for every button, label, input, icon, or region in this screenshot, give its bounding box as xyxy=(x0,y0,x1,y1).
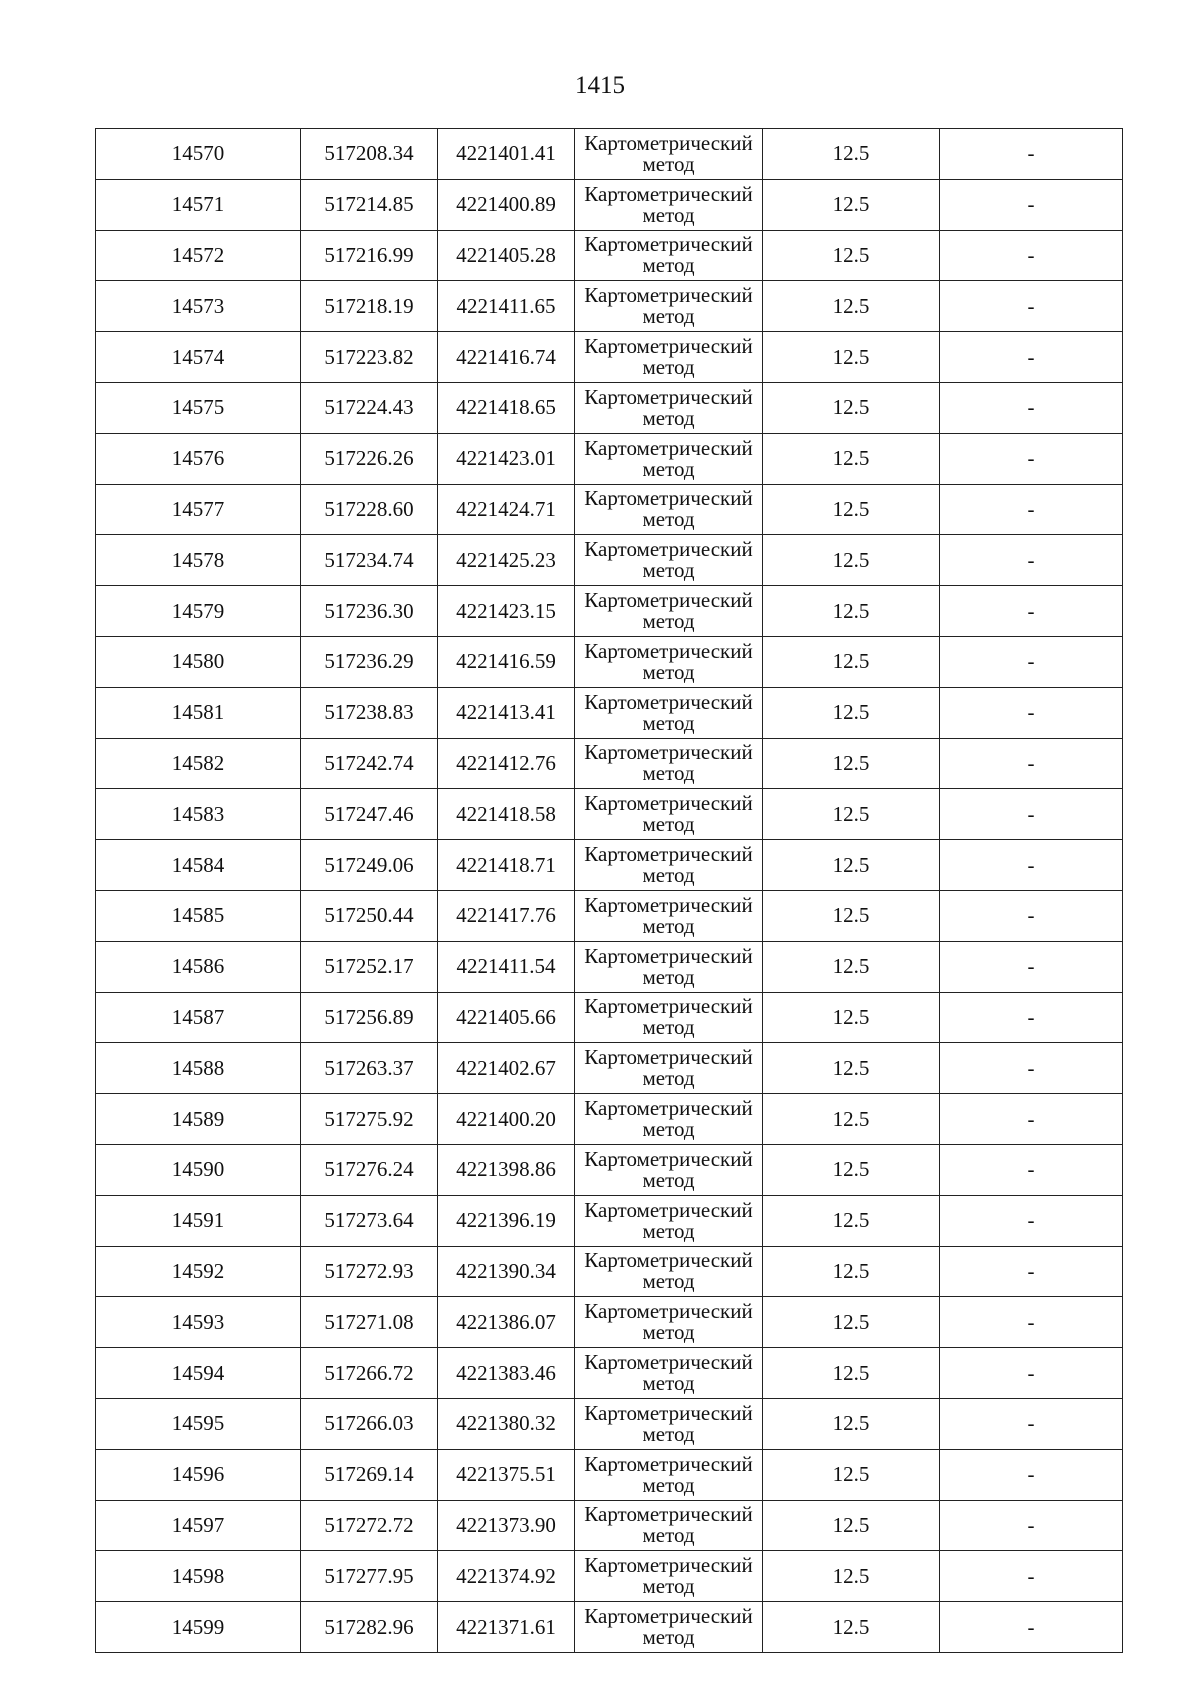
table-row xyxy=(96,1398,1123,1449)
y-coordinate-cell: 4221373.90 xyxy=(438,1500,575,1551)
method-line-2: метод xyxy=(642,1015,695,1040)
point-id-cell: 14593 xyxy=(96,1297,301,1348)
x-coordinate-cell: 517266.03 xyxy=(301,1398,438,1449)
method-line-1: Картометрический xyxy=(584,689,753,714)
table-row xyxy=(96,1043,1123,1094)
x-coordinate-cell: 517273.64 xyxy=(301,1195,438,1246)
y-coordinate-cell: 4221400.20 xyxy=(438,1094,575,1145)
y-coordinate-cell: 4221374.92 xyxy=(438,1551,575,1602)
table-row xyxy=(96,1500,1123,1551)
accuracy-cell: 12.5 xyxy=(763,1043,940,1094)
note-cell: - xyxy=(940,1398,1123,1449)
note-cell: - xyxy=(940,687,1123,738)
point-id-cell: 14587 xyxy=(96,992,301,1043)
point-id-cell: 14570 xyxy=(96,129,301,180)
method-cell xyxy=(575,1094,763,1145)
table-row xyxy=(96,687,1123,738)
y-coordinate-cell: 4221386.07 xyxy=(438,1297,575,1348)
x-coordinate-cell: 517236.30 xyxy=(301,586,438,637)
method-line-2: метод xyxy=(642,964,695,989)
table-row xyxy=(96,1144,1123,1195)
method-line-2: метод xyxy=(642,812,695,837)
method-cell xyxy=(575,738,763,789)
table-row xyxy=(96,1195,1123,1246)
method-cell xyxy=(575,586,763,637)
method-line-1: Картометрический xyxy=(584,1146,753,1171)
x-coordinate-cell: 517218.19 xyxy=(301,281,438,332)
accuracy-cell: 12.5 xyxy=(763,1449,940,1500)
table-row xyxy=(96,992,1123,1043)
note-cell: - xyxy=(940,332,1123,383)
x-coordinate-cell: 517266.72 xyxy=(301,1348,438,1399)
table-row xyxy=(96,484,1123,535)
note-cell: - xyxy=(940,179,1123,230)
method-cell xyxy=(575,890,763,941)
accuracy-cell: 12.5 xyxy=(763,687,940,738)
method-cell xyxy=(575,1500,763,1551)
point-id-cell: 14576 xyxy=(96,433,301,484)
point-id-cell: 14594 xyxy=(96,1348,301,1399)
method-cell xyxy=(575,230,763,281)
point-id-cell: 14590 xyxy=(96,1144,301,1195)
accuracy-cell: 12.5 xyxy=(763,636,940,687)
method-line-1: Картометрический xyxy=(584,892,753,917)
point-id-cell: 14596 xyxy=(96,1449,301,1500)
note-cell: - xyxy=(940,1195,1123,1246)
method-line-2: метод xyxy=(642,1320,695,1345)
point-id-cell: 14599 xyxy=(96,1602,301,1653)
method-line-1: Картометрический xyxy=(584,1299,753,1324)
method-line-1: Картометрический xyxy=(584,232,753,257)
method-line-2: метод xyxy=(642,1625,695,1649)
method-line-2: метод xyxy=(642,151,695,176)
accuracy-cell: 12.5 xyxy=(763,738,940,789)
accuracy-cell: 12.5 xyxy=(763,1246,940,1297)
accuracy-cell: 12.5 xyxy=(763,332,940,383)
x-coordinate-cell: 517216.99 xyxy=(301,230,438,281)
method-line-1: Картометрический xyxy=(584,842,753,867)
method-line-2: метод xyxy=(642,863,695,888)
method-line-1: Картометрический xyxy=(584,1096,753,1121)
accuracy-cell: 12.5 xyxy=(763,179,940,230)
accuracy-cell: 12.5 xyxy=(763,840,940,891)
method-line-2: метод xyxy=(642,913,695,938)
x-coordinate-cell: 517214.85 xyxy=(301,179,438,230)
x-coordinate-cell: 517272.93 xyxy=(301,1246,438,1297)
method-cell xyxy=(575,129,763,180)
accuracy-cell: 12.5 xyxy=(763,129,940,180)
note-cell: - xyxy=(940,535,1123,586)
method-line-1: Картометрический xyxy=(584,435,753,460)
x-coordinate-cell: 517277.95 xyxy=(301,1551,438,1602)
accuracy-cell: 12.5 xyxy=(763,586,940,637)
method-cell xyxy=(575,179,763,230)
note-cell: - xyxy=(940,1043,1123,1094)
table-row xyxy=(96,890,1123,941)
y-coordinate-cell: 4221416.74 xyxy=(438,332,575,383)
x-coordinate-cell: 517282.96 xyxy=(301,1602,438,1653)
y-coordinate-cell: 4221417.76 xyxy=(438,890,575,941)
y-coordinate-cell: 4221398.86 xyxy=(438,1144,575,1195)
method-line-1: Картометрический xyxy=(584,181,753,206)
x-coordinate-cell: 517249.06 xyxy=(301,840,438,891)
y-coordinate-cell: 4221405.28 xyxy=(438,230,575,281)
x-coordinate-cell: 517271.08 xyxy=(301,1297,438,1348)
note-cell: - xyxy=(940,738,1123,789)
method-line-2: метод xyxy=(642,456,695,481)
method-line-1: Картометрический xyxy=(584,1604,753,1628)
page-number: 1415 xyxy=(575,72,625,99)
note-cell: - xyxy=(940,840,1123,891)
method-line-1: Картометрический xyxy=(584,1045,753,1070)
accuracy-cell: 12.5 xyxy=(763,230,940,281)
accuracy-cell: 12.5 xyxy=(763,1094,940,1145)
y-coordinate-cell: 4221418.58 xyxy=(438,789,575,840)
method-line-2: метод xyxy=(642,253,695,278)
method-line-2: метод xyxy=(642,1066,695,1091)
accuracy-cell: 12.5 xyxy=(763,890,940,941)
note-cell: - xyxy=(940,281,1123,332)
table-row xyxy=(96,382,1123,433)
method-line-1: Картометрический xyxy=(584,994,753,1019)
method-line-1: Картометрический xyxy=(584,537,753,562)
point-id-cell: 14592 xyxy=(96,1246,301,1297)
method-cell xyxy=(575,992,763,1043)
y-coordinate-cell: 4221390.34 xyxy=(438,1246,575,1297)
x-coordinate-cell: 517226.26 xyxy=(301,433,438,484)
method-cell xyxy=(575,1449,763,1500)
method-line-2: метод xyxy=(642,1574,695,1599)
table-row xyxy=(96,941,1123,992)
y-coordinate-cell: 4221400.89 xyxy=(438,179,575,230)
table-row xyxy=(96,636,1123,687)
table-row xyxy=(96,179,1123,230)
y-coordinate-cell: 4221371.61 xyxy=(438,1602,575,1653)
table-row xyxy=(96,1094,1123,1145)
method-line-2: метод xyxy=(642,405,695,430)
method-line-2: метод xyxy=(642,1523,695,1548)
note-cell: - xyxy=(940,789,1123,840)
table-row xyxy=(96,1449,1123,1500)
table-row xyxy=(96,230,1123,281)
accuracy-cell: 12.5 xyxy=(763,484,940,535)
method-line-2: метод xyxy=(642,202,695,227)
point-id-cell: 14571 xyxy=(96,179,301,230)
table-row xyxy=(96,1246,1123,1297)
x-coordinate-cell: 517236.29 xyxy=(301,636,438,687)
method-line-2: метод xyxy=(642,659,695,684)
point-id-cell: 14577 xyxy=(96,484,301,535)
x-coordinate-cell: 517223.82 xyxy=(301,332,438,383)
method-line-1: Картометрический xyxy=(584,1197,753,1222)
coordinates-table xyxy=(95,128,1123,1653)
method-cell xyxy=(575,1297,763,1348)
method-cell xyxy=(575,382,763,433)
point-id-cell: 14580 xyxy=(96,636,301,687)
x-coordinate-cell: 517247.46 xyxy=(301,789,438,840)
note-cell: - xyxy=(940,382,1123,433)
x-coordinate-cell: 517263.37 xyxy=(301,1043,438,1094)
method-cell xyxy=(575,1398,763,1449)
accuracy-cell: 12.5 xyxy=(763,992,940,1043)
y-coordinate-cell: 4221375.51 xyxy=(438,1449,575,1500)
note-cell: - xyxy=(940,1348,1123,1399)
y-coordinate-cell: 4221418.71 xyxy=(438,840,575,891)
method-line-1: Картометрический xyxy=(584,943,753,968)
point-id-cell: 14588 xyxy=(96,1043,301,1094)
method-line-1: Картометрический xyxy=(584,1553,753,1578)
method-line-1: Картометрический xyxy=(584,334,753,359)
method-line-2: метод xyxy=(642,1472,695,1497)
point-id-cell: 14598 xyxy=(96,1551,301,1602)
y-coordinate-cell: 4221402.67 xyxy=(438,1043,575,1094)
method-line-1: Картометрический xyxy=(584,283,753,308)
method-cell xyxy=(575,840,763,891)
point-id-cell: 14589 xyxy=(96,1094,301,1145)
accuracy-cell: 12.5 xyxy=(763,433,940,484)
method-cell xyxy=(575,687,763,738)
method-cell xyxy=(575,484,763,535)
y-coordinate-cell: 4221423.15 xyxy=(438,586,575,637)
note-cell: - xyxy=(940,484,1123,535)
y-coordinate-cell: 4221424.71 xyxy=(438,484,575,535)
method-line-2: метод xyxy=(642,1421,695,1446)
method-cell xyxy=(575,433,763,484)
method-cell xyxy=(575,1551,763,1602)
method-cell xyxy=(575,1348,763,1399)
y-coordinate-cell: 4221412.76 xyxy=(438,738,575,789)
accuracy-cell: 12.5 xyxy=(763,941,940,992)
method-line-2: метод xyxy=(642,1371,695,1396)
table-row xyxy=(96,1602,1123,1653)
note-cell: - xyxy=(940,636,1123,687)
table-row xyxy=(96,281,1123,332)
point-id-cell: 14585 xyxy=(96,890,301,941)
method-cell xyxy=(575,1043,763,1094)
x-coordinate-cell: 517252.17 xyxy=(301,941,438,992)
point-id-cell: 14573 xyxy=(96,281,301,332)
y-coordinate-cell: 4221401.41 xyxy=(438,129,575,180)
accuracy-cell: 12.5 xyxy=(763,1602,940,1653)
y-coordinate-cell: 4221423.01 xyxy=(438,433,575,484)
note-cell: - xyxy=(940,1246,1123,1297)
method-line-2: метод xyxy=(642,1269,695,1294)
method-line-1: Картометрический xyxy=(584,638,753,663)
method-cell xyxy=(575,789,763,840)
accuracy-cell: 12.5 xyxy=(763,1551,940,1602)
x-coordinate-cell: 517272.72 xyxy=(301,1500,438,1551)
accuracy-cell: 12.5 xyxy=(763,1195,940,1246)
x-coordinate-cell: 517276.24 xyxy=(301,1144,438,1195)
accuracy-cell: 12.5 xyxy=(763,1398,940,1449)
point-id-cell: 14574 xyxy=(96,332,301,383)
table-row xyxy=(96,789,1123,840)
point-id-cell: 14575 xyxy=(96,382,301,433)
y-coordinate-cell: 4221411.65 xyxy=(438,281,575,332)
note-cell: - xyxy=(940,129,1123,180)
method-cell xyxy=(575,332,763,383)
method-line-2: метод xyxy=(642,507,695,532)
table-row xyxy=(96,1348,1123,1399)
point-id-cell: 14579 xyxy=(96,586,301,637)
y-coordinate-cell: 4221416.59 xyxy=(438,636,575,687)
y-coordinate-cell: 4221380.32 xyxy=(438,1398,575,1449)
y-coordinate-cell: 4221396.19 xyxy=(438,1195,575,1246)
method-line-1: Картометрический xyxy=(584,1350,753,1375)
point-id-cell: 14584 xyxy=(96,840,301,891)
method-line-2: метод xyxy=(642,355,695,380)
note-cell: - xyxy=(940,1297,1123,1348)
method-line-1: Картометрический xyxy=(584,1502,753,1527)
table-row xyxy=(96,129,1123,180)
method-cell xyxy=(575,281,763,332)
x-coordinate-cell: 517242.74 xyxy=(301,738,438,789)
method-line-1: Картометрический xyxy=(584,1451,753,1476)
method-line-1: Картометрический xyxy=(584,588,753,613)
method-line-1: Картометрический xyxy=(584,130,753,155)
method-cell xyxy=(575,636,763,687)
method-line-1: Картометрический xyxy=(584,1400,753,1425)
x-coordinate-cell: 517256.89 xyxy=(301,992,438,1043)
point-id-cell: 14586 xyxy=(96,941,301,992)
method-line-2: метод xyxy=(642,1117,695,1142)
note-cell: - xyxy=(940,230,1123,281)
method-cell xyxy=(575,1246,763,1297)
accuracy-cell: 12.5 xyxy=(763,1144,940,1195)
note-cell: - xyxy=(940,1602,1123,1653)
table-row xyxy=(96,433,1123,484)
method-cell xyxy=(575,1144,763,1195)
method-cell xyxy=(575,941,763,992)
method-line-2: метод xyxy=(642,1167,695,1192)
point-id-cell: 14572 xyxy=(96,230,301,281)
table-row xyxy=(96,840,1123,891)
note-cell: - xyxy=(940,586,1123,637)
x-coordinate-cell: 517224.43 xyxy=(301,382,438,433)
point-id-cell: 14595 xyxy=(96,1398,301,1449)
method-cell xyxy=(575,1195,763,1246)
accuracy-cell: 12.5 xyxy=(763,1500,940,1551)
method-line-2: метод xyxy=(642,609,695,634)
point-id-cell: 14597 xyxy=(96,1500,301,1551)
method-line-1: Картометрический xyxy=(584,791,753,816)
method-cell xyxy=(575,1602,763,1653)
table-row xyxy=(96,738,1123,789)
point-id-cell: 14582 xyxy=(96,738,301,789)
note-cell: - xyxy=(940,1551,1123,1602)
note-cell: - xyxy=(940,941,1123,992)
y-coordinate-cell: 4221411.54 xyxy=(438,941,575,992)
accuracy-cell: 12.5 xyxy=(763,1348,940,1399)
x-coordinate-cell: 517208.34 xyxy=(301,129,438,180)
note-cell: - xyxy=(940,433,1123,484)
accuracy-cell: 12.5 xyxy=(763,382,940,433)
table-row xyxy=(96,1297,1123,1348)
x-coordinate-cell: 517238.83 xyxy=(301,687,438,738)
table-row xyxy=(96,1551,1123,1602)
note-cell: - xyxy=(940,1449,1123,1500)
y-coordinate-cell: 4221413.41 xyxy=(438,687,575,738)
accuracy-cell: 12.5 xyxy=(763,789,940,840)
accuracy-cell: 12.5 xyxy=(763,281,940,332)
note-cell: - xyxy=(940,890,1123,941)
table-row xyxy=(96,332,1123,383)
point-id-cell: 14591 xyxy=(96,1195,301,1246)
point-id-cell: 14581 xyxy=(96,687,301,738)
method-line-1: Картометрический xyxy=(584,384,753,409)
method-line-2: метод xyxy=(642,304,695,329)
method-cell xyxy=(575,535,763,586)
y-coordinate-cell: 4221383.46 xyxy=(438,1348,575,1399)
method-line-2: метод xyxy=(642,1218,695,1243)
table-row xyxy=(96,586,1123,637)
x-coordinate-cell: 517228.60 xyxy=(301,484,438,535)
point-id-cell: 14583 xyxy=(96,789,301,840)
y-coordinate-cell: 4221405.66 xyxy=(438,992,575,1043)
x-coordinate-cell: 517275.92 xyxy=(301,1094,438,1145)
x-coordinate-cell: 517250.44 xyxy=(301,890,438,941)
note-cell: - xyxy=(940,1500,1123,1551)
x-coordinate-cell: 517234.74 xyxy=(301,535,438,586)
accuracy-cell: 12.5 xyxy=(763,535,940,586)
coordinates-table-body xyxy=(96,129,1123,1653)
method-line-2: метод xyxy=(642,710,695,735)
note-cell: - xyxy=(940,992,1123,1043)
y-coordinate-cell: 4221425.23 xyxy=(438,535,575,586)
method-line-1: Картометрический xyxy=(584,486,753,511)
note-cell: - xyxy=(940,1094,1123,1145)
y-coordinate-cell: 4221418.65 xyxy=(438,382,575,433)
method-line-2: метод xyxy=(642,558,695,583)
accuracy-cell: 12.5 xyxy=(763,1297,940,1348)
method-line-1: Картометрический xyxy=(584,740,753,765)
point-id-cell: 14578 xyxy=(96,535,301,586)
method-line-2: метод xyxy=(642,761,695,786)
table-row xyxy=(96,535,1123,586)
method-line-1: Картометрический xyxy=(584,1248,753,1273)
note-cell: - xyxy=(940,1144,1123,1195)
x-coordinate-cell: 517269.14 xyxy=(301,1449,438,1500)
